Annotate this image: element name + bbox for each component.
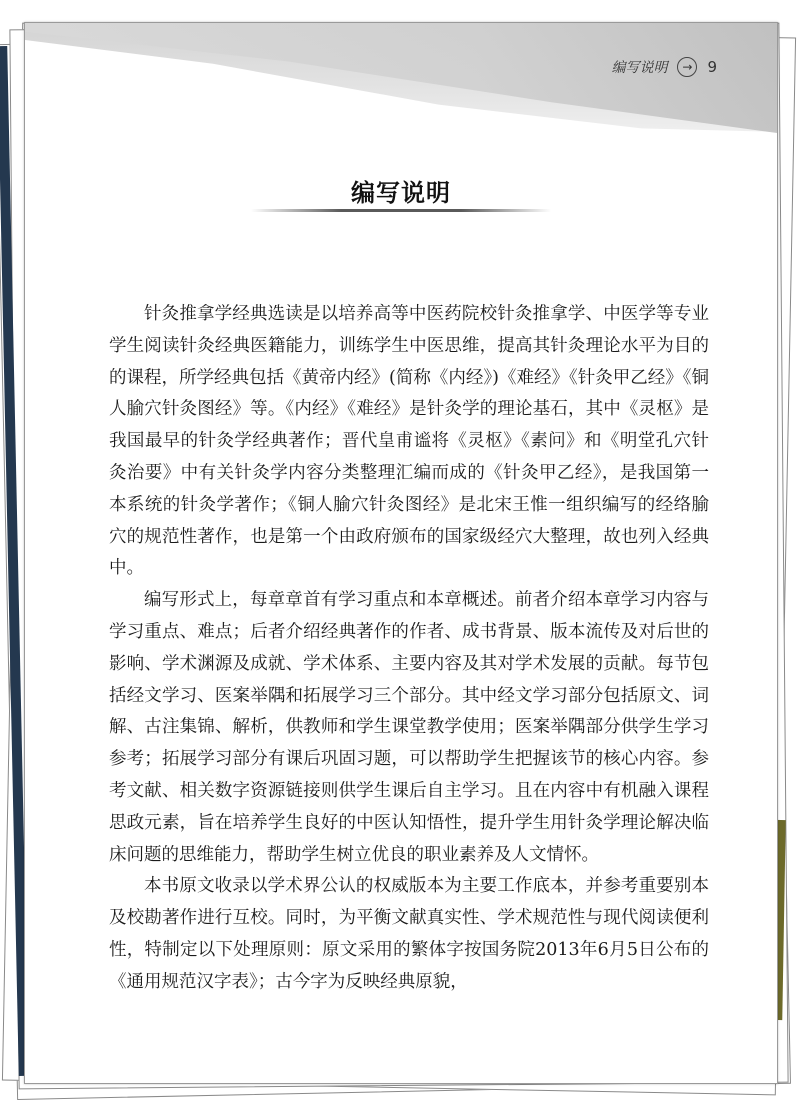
arrow-right-circle-icon: → (677, 57, 697, 77)
running-title: 编写说明 (611, 60, 668, 76)
body-text (109, 299, 709, 999)
title-underline (251, 209, 551, 212)
paragraph: 针灸推拿学经典选读是以培养高等中医药院校针灸推拿学、中医学等专业学生阅读针灸经典医籍能力，训练学生中医思维，提高其针灸理论水平为目的的课程，所学经典包括《黄帝内经》(简称《内经》)《难经》《针灸甲乙经》《铜人腧穴针灸图经》等。《内经》《难经》是针灸学的理论基石，其中《灵枢》是我国最早的针灸学经典著作；晋代皇甫谧将《灵枢》《素问》和《明堂孔穴针灸治要》中有关针灸学内容分类整理汇编而成的《针灸甲乙经》，是我国第一本系统的针灸学著作；《铜人腧穴针灸图经》是北宋王惟一组织编写的经络腧穴的规范性著作，也是第一个由政府颁布的国家级经穴大整理，故也列入经典中。 (109, 304, 709, 579)
running-head (611, 57, 717, 77)
header-decoration (25, 23, 777, 133)
paragraph: 编写形式上，每章章首有学习重点和本章概述。前者介绍本章学习内容与学习重点、难点；后者介绍经典著作的作者、成书背景、版本流传及对后世的影响、学术渊源及成就、学术体系、主要内容及其对学术发展的贡献。每节包括经文学习、医案举隅和拓展学习三个部分。其中经文学习部分包括原文、词解、古注集锦、解析，供教师和学生课堂教学使用；医案举隅部分供学生学习参考；拓展学习部分有课后巩固习题，可以帮助学生把握该节的核心内容。参考文献、相关数字资源链接则供学生课后自主学习。且在内容中有机融入课程思政元素，旨在培养学生良好的中医认知悟性，提升学生用针灸学理论解决临床问题的思维能力，帮助学生树立优良的职业素养及人文情怀。 (109, 590, 709, 865)
page-number: 9 (707, 58, 717, 76)
title-block (25, 173, 777, 208)
paragraph: 本书原文收录以学术界公认的权威版本为主要工作底本，并参考重要别本及校勘著作进行互校。同时，为平衡文献真实性、学术规范性与现代阅读便利性，特制定以下处理原则：原文采用的繁体字按国务院2013年6月5日公布的《通用规范汉字表》；古今字为反映经典原貌， (109, 876, 709, 992)
page-title: 编写说明 (351, 179, 451, 207)
book-page (24, 22, 778, 1084)
